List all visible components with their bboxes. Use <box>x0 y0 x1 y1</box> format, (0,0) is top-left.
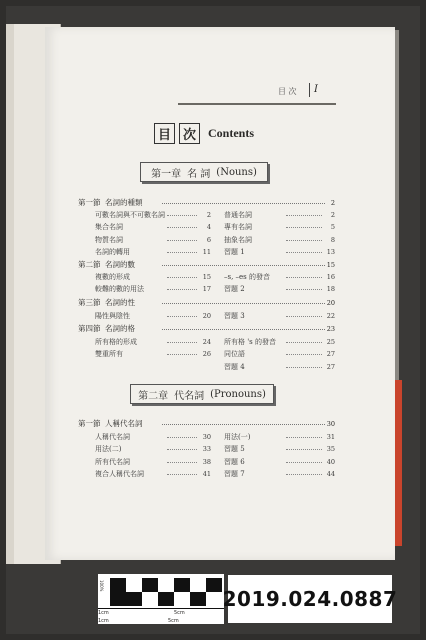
subentry-page: 44 <box>326 469 335 478</box>
section-label: 第一節 <box>78 419 101 428</box>
leader-dots <box>167 252 197 253</box>
subentry-page: 17 <box>202 285 211 294</box>
leader-dots <box>167 474 197 475</box>
subentry-page: 24 <box>202 338 211 346</box>
page-number: I <box>314 84 318 95</box>
subentry-page: 16 <box>326 273 335 281</box>
subentry-left[interactable] <box>95 209 211 221</box>
subentry-left[interactable] <box>95 336 211 348</box>
section-label: 第四節 <box>78 324 101 333</box>
leader-dots <box>286 289 322 290</box>
running-header: 目 次 <box>278 87 297 96</box>
subentry-title: 習題 4 <box>224 362 245 371</box>
subentry-title: 物質名詞 <box>95 235 123 244</box>
section-title: 名詞的格 <box>105 324 135 333</box>
subentry-title: 用法(二) <box>95 445 122 454</box>
chapter-title: 名 詞 <box>187 168 211 180</box>
subentry-page: 8 <box>330 235 335 244</box>
leader-dots <box>162 424 325 425</box>
subentry-title: 習題 1 <box>224 247 245 256</box>
leader-dots <box>286 240 322 241</box>
subentry-right[interactable] <box>224 336 335 348</box>
section-title: 名詞的性 <box>105 298 135 307</box>
leader-dots <box>286 215 322 216</box>
subentry-page: 33 <box>202 445 211 454</box>
leader-dots <box>286 367 322 368</box>
chapter-label: 第一章 <box>151 168 182 180</box>
subentry-left[interactable] <box>95 468 211 480</box>
subentry-page: 6 <box>206 235 211 244</box>
subentry-left[interactable] <box>95 271 211 283</box>
subentry-title: 所有代名詞 <box>95 457 130 466</box>
subentry-title: 集合名詞 <box>95 223 123 232</box>
subentry-title: 專有名詞 <box>224 223 252 232</box>
subentry-page: 5 <box>330 223 335 232</box>
section-page: 23 <box>326 325 335 333</box>
subentry-title: 習題 2 <box>224 285 245 294</box>
subentry-right[interactable] <box>224 271 335 283</box>
catalog-number: 2019.024.0887 <box>222 587 398 611</box>
subentry-right[interactable] <box>224 209 335 221</box>
scale-bar <box>98 574 224 624</box>
section-page: 20 <box>326 299 335 307</box>
scale-label: 1cm <box>98 618 109 624</box>
subentry-page: 40 <box>326 457 335 466</box>
subentry-title: 習題 7 <box>224 469 245 478</box>
section-entry[interactable] <box>78 323 335 335</box>
section-label: 第一節 <box>78 198 101 207</box>
running-header-divider <box>309 83 310 97</box>
leader-dots <box>286 354 322 355</box>
leader-dots <box>286 316 322 317</box>
subentry-title: 較難的數的用法 <box>95 285 144 294</box>
section-entry[interactable] <box>78 418 335 430</box>
section-entry[interactable] <box>78 259 335 271</box>
subentry-left[interactable] <box>95 443 211 455</box>
subentry-title: 習題 5 <box>224 445 245 454</box>
leader-dots <box>167 449 197 450</box>
leader-dots <box>162 329 325 330</box>
leader-dots <box>286 474 322 475</box>
section-entry[interactable] <box>78 297 335 309</box>
scale-label: 100% <box>99 580 104 592</box>
leader-dots <box>167 215 197 216</box>
subentry-page: 41 <box>202 469 211 478</box>
leader-dots <box>167 342 197 343</box>
subentry-title: –s, –es 的發音 <box>224 273 271 281</box>
toc-heading <box>154 122 254 144</box>
subentry-title: 複數的形成 <box>95 273 130 281</box>
toc-heading-char-2: 次 <box>179 123 200 144</box>
subentry-left[interactable] <box>95 246 211 258</box>
scale-label: 1cm <box>98 610 109 616</box>
subentry-title: 陽性與陰性 <box>95 312 130 320</box>
section-entry[interactable] <box>78 197 335 209</box>
subentry-title: 同位語 <box>224 350 245 359</box>
subentry-left[interactable] <box>95 234 211 246</box>
leader-dots <box>286 252 322 253</box>
subentry-right[interactable] <box>224 283 335 295</box>
subentry-title: 習題 6 <box>224 457 245 466</box>
leader-dots <box>286 437 322 438</box>
subentry-left[interactable] <box>95 221 211 233</box>
subentry-right[interactable] <box>224 456 335 468</box>
subentry-left[interactable] <box>95 456 211 468</box>
subentry-page: 18 <box>326 285 335 294</box>
section-page: 15 <box>326 261 335 269</box>
subentry-title: 抽象名詞 <box>224 235 252 244</box>
subentry-right[interactable] <box>224 443 335 455</box>
subentry-title: 普通名詞 <box>224 211 252 219</box>
subentry-left[interactable] <box>95 431 211 443</box>
subentry-page: 30 <box>202 433 211 441</box>
subentry-page: 25 <box>326 338 335 346</box>
subentry-title: 習題 3 <box>224 312 245 320</box>
subentry-right[interactable] <box>224 361 335 373</box>
chapter-english: (Nouns) <box>216 166 257 178</box>
section-title: 名詞的數 <box>105 260 135 269</box>
leader-dots <box>286 277 322 278</box>
chapter-label: 第二章 <box>138 390 169 402</box>
leader-dots <box>162 265 325 266</box>
subentry-title: 可數名詞與不可數名詞 <box>95 211 165 219</box>
leader-dots <box>286 227 322 228</box>
scale-label: 5cm <box>174 610 185 616</box>
catalog-label <box>222 575 398 623</box>
leader-dots <box>167 354 197 355</box>
subentry-page: 35 <box>326 445 335 454</box>
subentry-page: 4 <box>206 223 211 232</box>
section-page: 30 <box>326 420 335 428</box>
subentry-left[interactable] <box>95 283 211 295</box>
section-label: 第二節 <box>78 260 101 269</box>
chapter-english: (Pronouns) <box>210 388 266 400</box>
subentry-right[interactable] <box>224 221 335 233</box>
subentry-title: 用法(一) <box>224 433 251 441</box>
subentry-page: 27 <box>326 350 335 359</box>
leader-dots <box>286 342 322 343</box>
subentry-right[interactable] <box>224 348 335 360</box>
leader-dots <box>167 227 197 228</box>
subentry-page: 2 <box>330 211 335 219</box>
leader-dots <box>167 277 197 278</box>
leader-dots <box>167 437 197 438</box>
subentry-page: 11 <box>202 247 211 256</box>
section-title: 人稱代名詞 <box>105 419 143 428</box>
subentry-right[interactable] <box>224 246 335 258</box>
leader-dots <box>167 240 197 241</box>
section-label: 第三節 <box>78 298 101 307</box>
subentry-title: 複合人稱代名詞 <box>95 469 144 478</box>
leader-dots <box>162 203 325 204</box>
subentry-title: 人稱代名詞 <box>95 433 130 441</box>
subentry-right[interactable] <box>224 431 335 443</box>
subentry-left[interactable] <box>95 310 211 322</box>
scale-label: 5cm <box>168 618 179 624</box>
subentry-page: 22 <box>326 312 335 320</box>
subentry-right[interactable] <box>224 310 335 322</box>
subentry-title: 雙重所有 <box>95 350 123 359</box>
running-header-rule <box>178 87 336 105</box>
subentry-page: 13 <box>326 247 335 256</box>
subentry-page: 38 <box>202 457 211 466</box>
chapter-2-heading <box>130 384 274 404</box>
leader-dots <box>167 462 197 463</box>
subentry-page: 31 <box>326 433 335 441</box>
subentry-title: 所有格 's 的發音 <box>224 338 276 346</box>
subentry-page: 26 <box>202 350 211 359</box>
subentry-title: 名詞的轉用 <box>95 247 130 256</box>
chapter-1-heading <box>140 162 268 182</box>
subentry-right[interactable] <box>224 234 335 246</box>
toc-heading-char-1: 目 <box>154 123 175 144</box>
subentry-page: 27 <box>326 362 335 371</box>
subentry-left[interactable] <box>95 348 211 360</box>
leader-dots <box>286 462 322 463</box>
leader-dots <box>286 449 322 450</box>
toc-heading-english: Contents <box>208 125 255 140</box>
subentry-page: 2 <box>206 211 211 219</box>
subentry-page: 15 <box>202 273 211 281</box>
leader-dots <box>162 303 325 304</box>
section-page: 2 <box>330 199 335 207</box>
leader-dots <box>167 316 197 317</box>
subentry-page: 20 <box>202 312 211 320</box>
subentry-title: 所有格的形成 <box>95 338 137 346</box>
chapter-title: 代名詞 <box>174 390 205 402</box>
leader-dots <box>167 289 197 290</box>
subentry-right[interactable] <box>224 468 335 480</box>
section-title: 名詞的種類 <box>105 198 143 207</box>
